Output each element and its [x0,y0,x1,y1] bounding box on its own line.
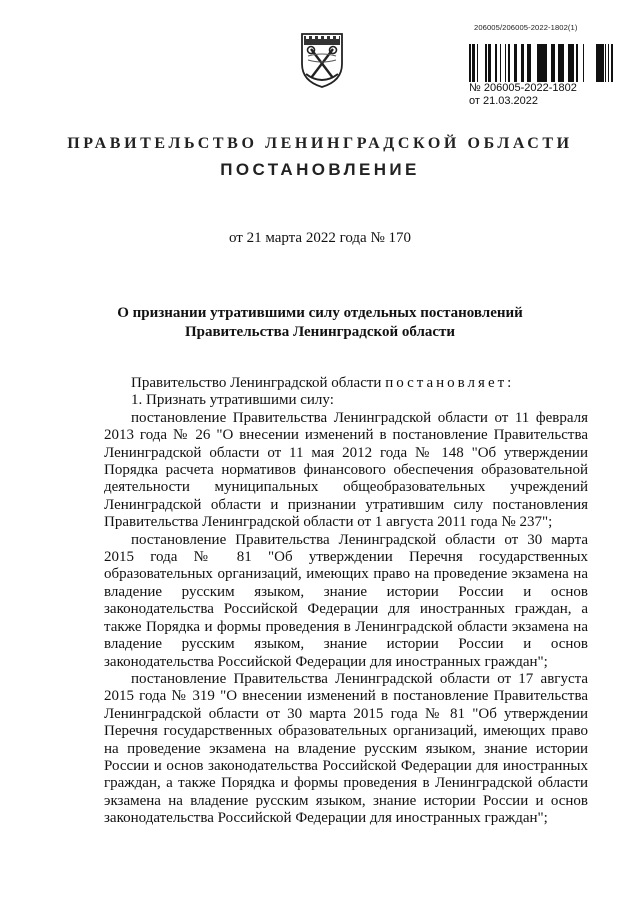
item-1: 1. Признать утратившими силу: [131,392,334,409]
government-title: ПРАВИТЕЛЬСТВО ЛЕНИНГРАДСКОЙ ОБЛАСТИ [67,135,573,152]
registration-number: № 206005-2022-1802 [469,82,577,94]
paragraph-2: постановление Правительства Ленинградской области от 30 марта 2015 года № 81 "Об утверждении Перечня государственных образовательных организаций, имеющих право на проведение экзамена на владение русским языком, знание истории России и основ законодательства Российской Федерации для иностранных граждан, а также Порядка и формы проведения в Ленинградской области экзамена на владение русским языком, знание истории России и основ законодательства Российской Федерации для иностранных граждан"; [104,531,588,670]
coat-of-arms-icon [298,30,346,88]
resolution-date-number: от 21 марта 2022 года № 170 [228,230,412,246]
intro-resolves: постановляет: [385,375,515,391]
paragraph-1: постановление Правительства Ленинградской области от 11 февраля 2013 года № 26 "О внесении изменений в постановление Правительства Ленинградской области от 11 мая 2012 года № 148 "Об утверждении Порядка расчета нормативов финансового обеспечения образовательной деятельности муниципальных общеобразовательных учреждений Ленинградской области и признании утратившим силу постановления Правительства Ленинградской области от 1 августа 2011 года № 237"; [104,409,588,531]
intro-paragraph [104,375,588,392]
paragraph-3: постановление Правительства Ленинградской области от 17 августа 2015 года № 319 "О внесении изменений в постановление Правительства Ленинградской области от 30 марта 2015 года № 81 "Об утверждении Перечня государственных образовательных организаций, имеющих право на проведение экзамена на владение русским языком, знание истории России и основ законодательства Российской Федерации для иностранных граждан, а также Порядка и формы проведения в Ленинградской области экзамена на владение русским языком, знание истории России и основ законодательства Российской Федерации для иностранных граждан"; [104,670,588,827]
subject-line-1: О признании утратившими силу отдельных постановлений [117,305,523,321]
resolution-subject [100,304,540,342]
registration-date: от 21.03.2022 [469,95,539,107]
document-code: 206005/206005-2022-1802(1) [474,23,578,32]
intro-prefix: Правительство Ленинградской области [131,375,386,391]
subject-line-2: Правительства Ленинградской области [184,324,456,340]
document-type-title: ПОСТАНОВЛЕНИЕ [220,160,420,179]
barcode-icon [469,44,613,82]
resolution-body [104,375,588,828]
